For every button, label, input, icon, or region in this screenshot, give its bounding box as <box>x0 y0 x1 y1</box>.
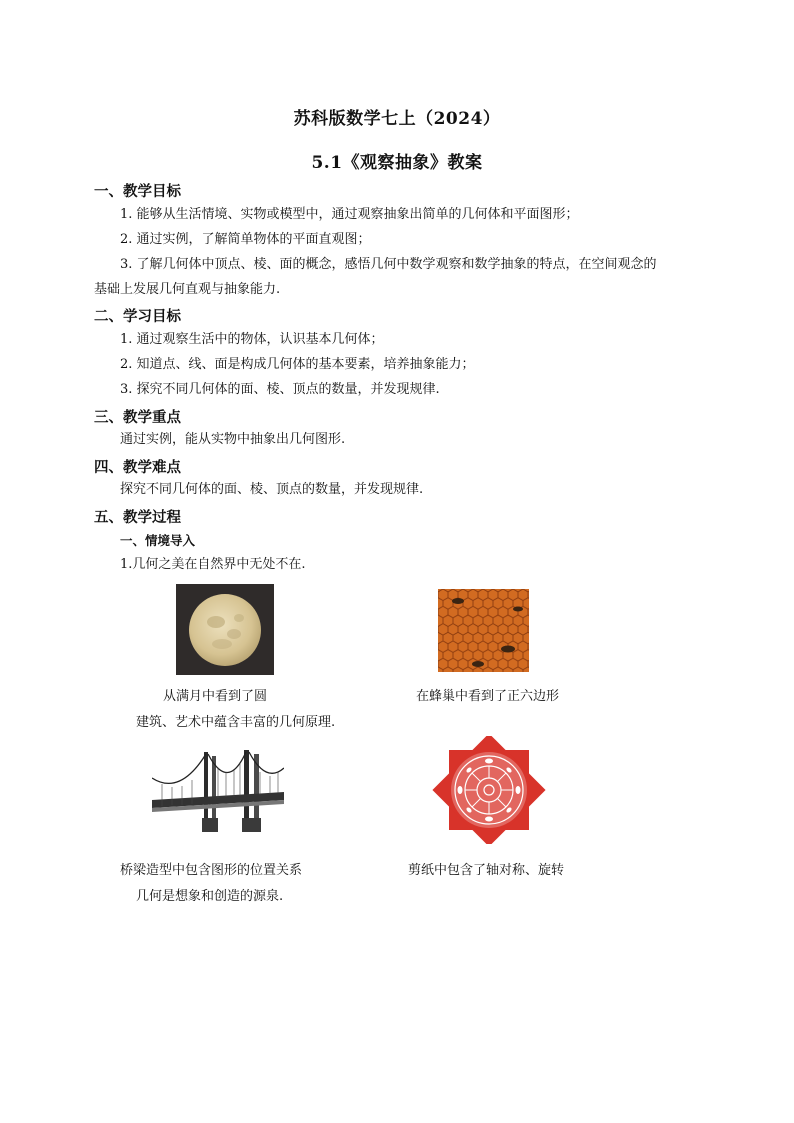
section-heading-difficulties: 四、教学难点 <box>94 459 181 476</box>
architecture-art-line: 建筑、艺术中蕴含丰富的几何原理. <box>136 715 336 730</box>
imagination-line: 几何是想象和创造的源泉. <box>136 889 284 904</box>
section-heading-learning-goals: 二、学习目标 <box>94 308 181 325</box>
learning-goal-item-2: 2. 知道点、线、面是构成几何体的基本要素，培养抽象能力； <box>120 357 475 372</box>
full-moon-image <box>176 584 274 675</box>
suspension-bridge-image <box>152 748 284 834</box>
subsection-heading-intro: 一、情境导入 <box>120 533 196 548</box>
section-heading-key-points: 三、教学重点 <box>94 409 181 426</box>
objective-item-1: 1. 能够从生活情境、实物或模型中，通过观察抽象出简单的几何体和平面图形； <box>120 207 579 222</box>
document-subtitle: 5.1《观察抽象》教案 <box>311 153 483 173</box>
learning-goal-item-1: 1. 通过观察生活中的物体，认识基本几何体； <box>120 332 384 347</box>
key-point-text: 通过实例，能从实物中抽象出几何图形. <box>120 432 346 447</box>
honeycomb-icon <box>438 589 529 672</box>
intro-line-1: 1.几何之美在自然界中无处不在. <box>120 557 306 572</box>
section-heading-process: 五、教学过程 <box>94 509 181 526</box>
bridge-icon <box>152 748 284 834</box>
paper-cut-image <box>428 736 550 844</box>
objective-item-2: 2. 通过实例，了解简单物体的平面直观图； <box>120 232 371 247</box>
bridge-caption: 桥梁造型中包含图形的位置关系 <box>120 863 303 878</box>
full-moon-icon <box>176 584 274 675</box>
papercut-caption: 剪纸中包含了轴对称、旋转 <box>408 863 565 878</box>
objective-item-3-continued: 基础上发展几何直观与抽象能力. <box>94 282 281 297</box>
document-title: 苏科版数学七上（2024） <box>293 109 501 129</box>
paper-cut-icon <box>428 736 550 844</box>
objective-item-3: 3. 了解几何体中顶点、棱、面的概念，感悟几何中数学观察和数学抽象的特点，在空间观念的 <box>120 257 657 272</box>
honeycomb-caption: 在蜂巢中看到了正六边形 <box>416 689 560 704</box>
honeycomb-image <box>438 589 529 672</box>
moon-caption: 从满月中看到了圆 <box>163 689 268 704</box>
learning-goal-item-3: 3. 探究不同几何体的面、棱、顶点的数量，并发现规律. <box>120 382 440 397</box>
section-heading-objectives: 一、教学目标 <box>94 183 181 200</box>
difficulty-text: 探究不同几何体的面、棱、顶点的数量，并发现规律. <box>120 482 424 497</box>
